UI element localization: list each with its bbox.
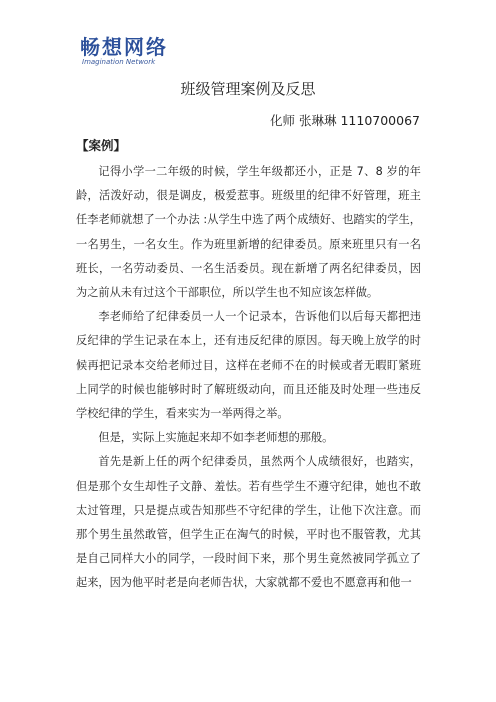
document-title: 班级管理案例及反思 xyxy=(180,80,316,98)
logo-tagline: Imagination Network xyxy=(82,58,156,66)
document-body xyxy=(76,160,421,596)
body-paragraph: 首先是新上任的两个纪律委员，虽然两个人成绩很好，也踏实，但是那个女生却性子文静、羞怯。若有些学生不遵守纪律，她也不敢太过管理，只是提点或告知那些不守纪律的学生，让他下次注意。而那个男生虽然敢管，但学生正在淘气的时候，平时也不服管教，尤其是自己同样大小的同学，一段时间下来，那个男生竟然被同学孤立了起来，因为他平时老是向老师告状，大家就都不爱也不愿意再和他一 xyxy=(76,455,421,590)
body-paragraph: 记得小学一二年级的时候，学生年级都还小，正是 7、8 岁的年龄，活泼好动，很是调皮，极爱惹事。班级里的纪律不好管理，班主任李老师就想了一个办法 :从学生中选了两个成绩好、也踏实的学生，一名男生，一名女生。作为班里新增的纪律委员。原来班里只有一名班长，一名劳动委员、一名生活委员。现在新增了两名纪律委员，因为之前从未有过这个干部职位，所以学生也不知应该怎样做。 xyxy=(76,165,421,300)
section-heading: 【案例】 xyxy=(76,138,127,153)
brand-logo xyxy=(80,36,190,70)
body-paragraph: 李老师给了纪律委员一人一个记录本，告诉他们以后每天都把违反纪律的学生记录在本上，还有违反纪律的原因。每天晚上放学的时候再把记录本交给老师过目，这样在老师不在的时候或者无暇盯紧班上同学的时候也能够时时了解班级动向，而且还能及时处理一些违反学校纪律的学生，看来实为一举两得之举。 xyxy=(76,310,421,421)
logo-name: 畅想网络 xyxy=(80,35,168,59)
body-paragraph: 但是，实际上实施起来却不如李老师想的那般。 xyxy=(98,431,334,445)
author-line: 化师 张琳琳 1110700067 xyxy=(270,113,420,128)
